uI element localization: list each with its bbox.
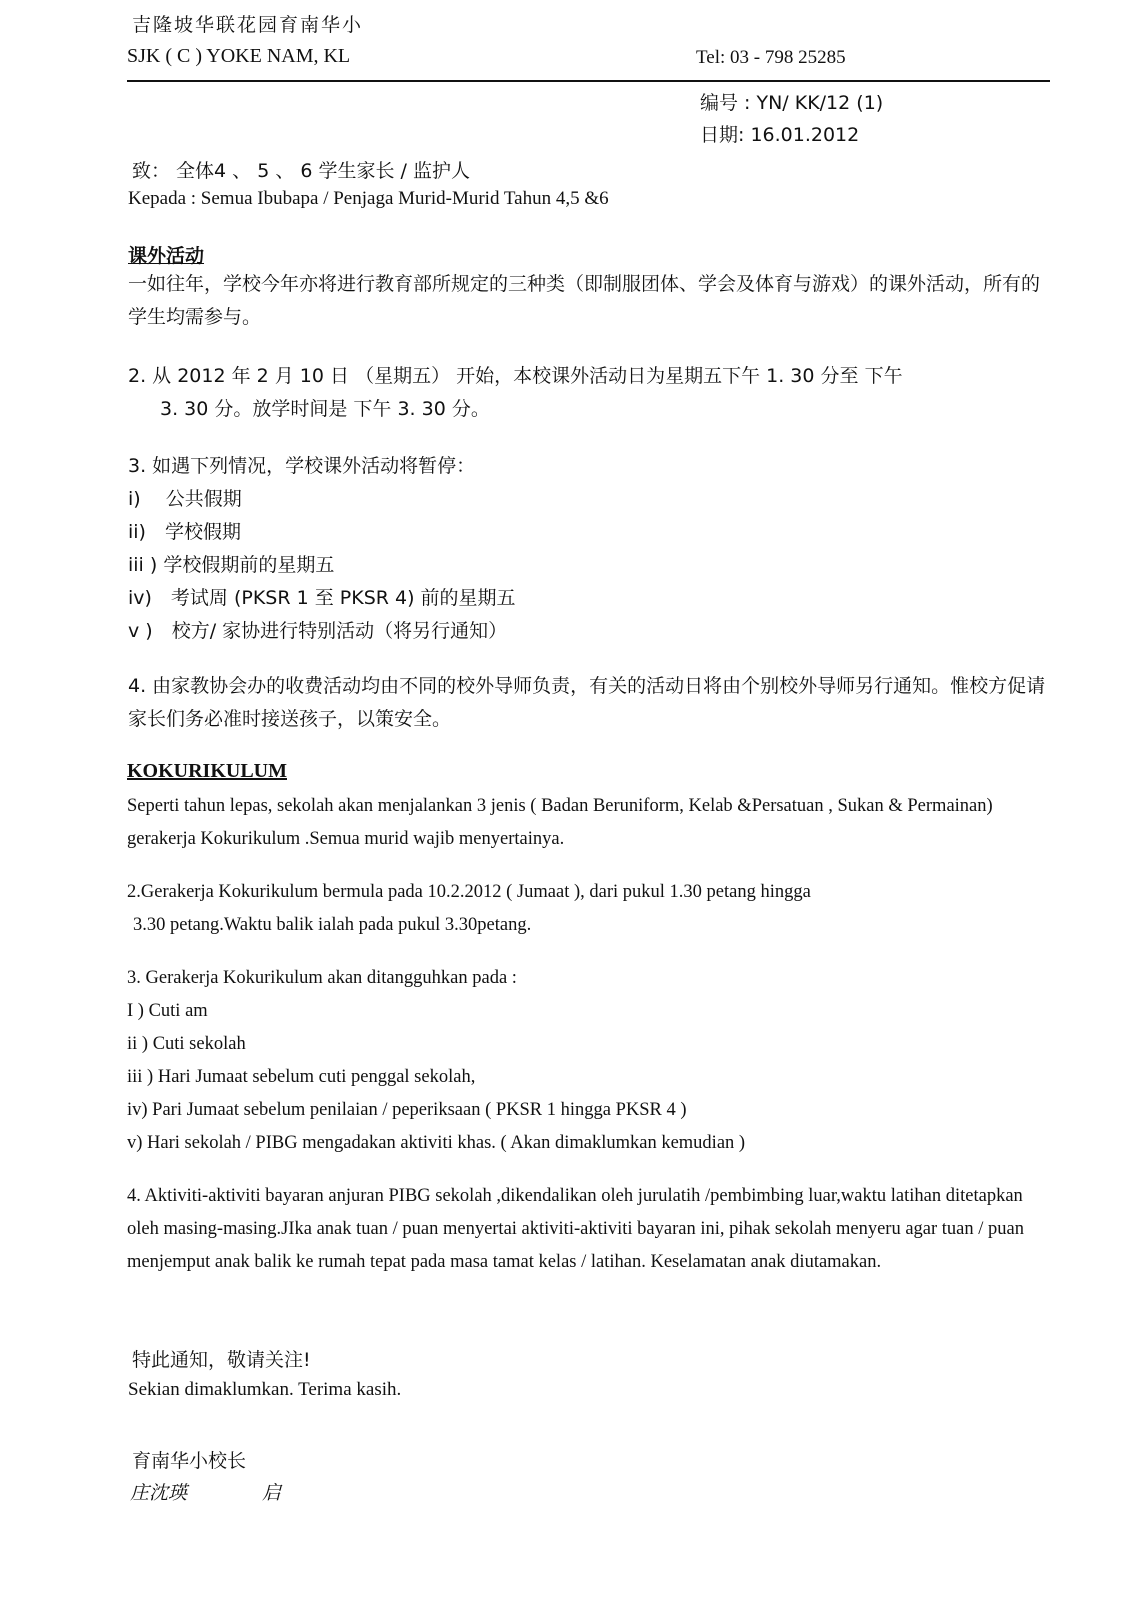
- chinese-list-item: v ) 校方/ 家协进行特别活动（将另行通知）: [128, 620, 508, 642]
- chinese-list-item: i) 公共假期: [128, 488, 242, 510]
- recipient-chinese: 致： 全体4 、 5 、 6 学生家长 / 监护人: [132, 160, 470, 182]
- chinese-list-item: ii) 学校假期: [128, 521, 241, 543]
- malay-paragraph-3: [127, 962, 1047, 1160]
- header-divider: [127, 80, 1050, 82]
- closing-chinese: 特此通知，敬请关注!: [132, 1349, 311, 1371]
- malay-list-item: v) Hari sekolah / PIBG mengadakan aktiviti khas. ( Akan dimaklumkan kemudian ): [127, 1133, 746, 1153]
- malay-paragraph-1: Seperti tahun lepas, sekolah akan menjalankan 3 jenis ( Badan Beruniform, Kelab &Persatuan , Sukan & Permainan) gerakerja Kokurikulum .Semua murid wajib menyertainya.: [127, 796, 993, 849]
- malay-paragraph-2: [127, 876, 1047, 942]
- malay-paragraph-2-line-1: 2.Gerakerja Kokurikulum bermula pada 10.2.2012 ( Jumaat ), dari pukul 1.30 petang hingga: [127, 882, 811, 902]
- section-heading-malay: KOKURIKULUM: [127, 760, 287, 782]
- school-name-english: SJK ( C ) YOKE NAM, KL: [127, 45, 351, 67]
- section-heading-chinese: 课外活动: [128, 245, 205, 267]
- chinese-suspension-intro: 3. 如遇下列情况，学校课外活动将暂停：: [128, 455, 476, 477]
- chinese-paragraph-1: 一如往年，学校今年亦将进行教育部所规定的三种类（即制服团体、学会及体育与游戏）的课外活动，所有的学生均需参与。: [128, 273, 1041, 328]
- chinese-paragraph-2: [128, 360, 1058, 426]
- chinese-list-item: iv) 考试周 (PKSR 1 至 PKSR 4) 前的星期五: [128, 587, 516, 609]
- chinese-paragraph-2-line-1: 2. 从 2012 年 2 月 10 日 （星期五） 开始，本校课外活动日为星期五下午 1. 30 分至 下午: [128, 365, 903, 387]
- malay-paragraph-4: 4. Aktiviti-aktiviti bayaran anjuran PIBG sekolah ,dikendalikan oleh jurulatih /pembimbing luar,waktu latihan ditetapkan oleh masing-masing.JIka anak tuan / puan menyertai aktiviti-aktiviti bayaran ini, pihak sekolah menyeru agar tuan / puan menjemput anak balik ke rumah tepat pada masa tamat kelas / latihan. Keselamatan anak diutamakan.: [127, 1186, 1024, 1272]
- chinese-paragraph-2-line-2: 3. 30 分。放学时间是 下午 3. 30 分。: [160, 398, 490, 420]
- malay-list-item: iii ) Hari Jumaat sebelum cuti penggal sekolah,: [127, 1067, 476, 1087]
- signature-name: 庄沈瑛: [130, 1482, 188, 1504]
- chinese-paragraph-4: 4. 由家教协会办的收费活动均由不同的校外导师负责，有关的活动日将由个别校外导师另行通知。惟校方促请家长们务必准时接送孩子，以策安全。: [128, 675, 1046, 730]
- malay-suspension-intro: 3. Gerakerja Kokurikulum akan ditangguhkan pada :: [127, 968, 517, 988]
- malay-paragraph-2-line-2: 3.30 petang.Waktu balik ialah pada pukul 3.30petang.: [133, 915, 532, 935]
- telephone-number: Tel: 03 - 798 25285: [696, 47, 846, 68]
- closing-malay: Sekian dimaklumkan. Terima kasih.: [128, 1379, 402, 1400]
- signature-mark: 启: [262, 1482, 282, 1504]
- school-name-chinese: 吉隆坡华联花园育南华小: [132, 14, 364, 36]
- reference-number: 编号 : YN/ KK/12 (1): [700, 92, 884, 114]
- malay-list-item: ii ) Cuti sekolah: [127, 1034, 246, 1054]
- chinese-paragraph-3: [128, 450, 1058, 648]
- letter-date: 日期: 16.01.2012: [700, 124, 860, 146]
- chinese-list-item: iii ) 学校假期前的星期五: [128, 554, 335, 576]
- signature-title: 育南华小校长: [132, 1450, 247, 1472]
- malay-list-item: iv) Pari Jumaat sebelum penilaian / peperiksaan ( PKSR 1 hingga PKSR 4 ): [127, 1100, 687, 1120]
- malay-list-item: I ) Cuti am: [127, 1001, 208, 1021]
- recipient-malay: Kepada : Semua Ibubapa / Penjaga Murid-Murid Tahun 4,5 &6: [128, 188, 609, 209]
